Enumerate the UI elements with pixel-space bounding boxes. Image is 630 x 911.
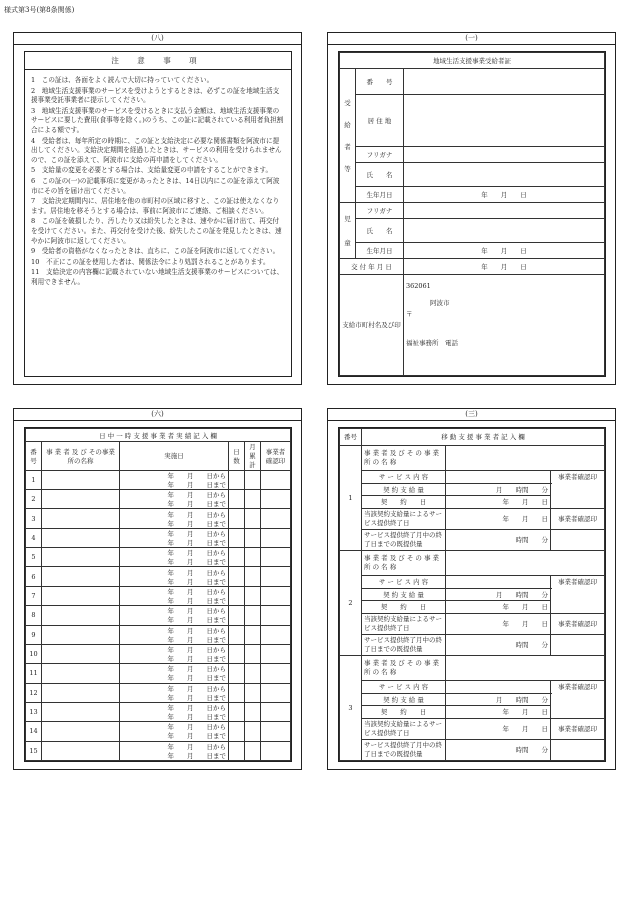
amount-field[interactable]: 月 時間 分: [446, 588, 551, 601]
daytime-support-panel: [13, 408, 302, 770]
days-cell[interactable]: [229, 702, 245, 721]
table-row: [340, 529, 605, 550]
confirm-cell[interactable]: [551, 634, 605, 655]
table-row: [340, 739, 605, 760]
period-from[interactable]: 年 月 日から: [120, 664, 229, 674]
period-to[interactable]: 年 月 日まで: [120, 693, 229, 703]
child-name-label: 氏 名: [356, 219, 404, 243]
period-from[interactable]: 年 月 日から: [120, 625, 229, 635]
cumulative-cell[interactable]: [245, 567, 261, 586]
certificate-title: 地域生活支援事業受給者証: [340, 53, 605, 69]
cumulative-cell[interactable]: [245, 606, 261, 625]
table-row: [26, 741, 291, 751]
child-dob-field[interactable]: 年 月 日: [404, 243, 605, 259]
period-from[interactable]: 年 月 日から: [120, 490, 229, 500]
table-row: [26, 722, 291, 732]
provider-cell[interactable]: [42, 644, 120, 663]
row-number: 4: [26, 528, 42, 547]
provider-cell[interactable]: [42, 683, 120, 702]
number-label: 番 号: [356, 69, 404, 95]
confirm-cell[interactable]: [261, 567, 291, 586]
confirm-label: 事業者確認印: [551, 718, 605, 739]
panel-label: (一): [328, 33, 615, 45]
provider-cell[interactable]: [42, 548, 120, 567]
confirm-cell[interactable]: [551, 529, 605, 550]
amount-field[interactable]: 月 時間 分: [446, 483, 551, 496]
days-cell[interactable]: [229, 741, 245, 760]
provider-cell[interactable]: [42, 702, 120, 721]
table-row: [26, 567, 291, 577]
table-row: [26, 664, 291, 674]
table-row: [340, 508, 605, 529]
confirm-cell[interactable]: [261, 702, 291, 721]
days-cell[interactable]: [229, 586, 245, 605]
confirm-label: 事業者確認印: [551, 680, 605, 718]
table-row: [26, 490, 291, 500]
period-from[interactable]: 年 月 日から: [120, 702, 229, 712]
days-cell[interactable]: [229, 722, 245, 741]
amount-label: 契 約 支 給 量: [362, 693, 446, 706]
group-number: 2: [340, 550, 362, 655]
row-number: 9: [26, 625, 42, 644]
used-amount-label: サービス提供終了月中の終了日までの既提供量: [362, 739, 446, 760]
period-to[interactable]: 年 月 日まで: [120, 635, 229, 645]
row-number: 3: [26, 509, 42, 528]
row-number: 7: [26, 586, 42, 605]
mobility-support-box: [338, 427, 606, 762]
amount-label: 契 約 支 給 量: [362, 483, 446, 496]
table-row: [340, 634, 605, 655]
table-row: [340, 655, 605, 680]
table-row: [340, 680, 605, 693]
dob-field[interactable]: 年 月 日: [404, 187, 605, 203]
period-from[interactable]: 年 月 日から: [120, 741, 229, 751]
provider-header: 事 業 者 及 び その事業所の名称: [42, 442, 120, 471]
days-cell[interactable]: [229, 683, 245, 702]
name-label: 氏 名: [356, 163, 404, 187]
row-number: 6: [26, 567, 42, 586]
used-amount-label: サービス提供終了月中の終了日までの既提供量: [362, 634, 446, 655]
period-from[interactable]: 年 月 日から: [120, 683, 229, 693]
table-row: [26, 625, 291, 635]
provider-cell[interactable]: [42, 722, 120, 741]
period-to[interactable]: 年 月 日まで: [120, 519, 229, 529]
daytime-title: 日 中 一 時 支 援 事 業 者 実 績 記 入 欄: [26, 429, 291, 442]
confirm-cell[interactable]: [261, 741, 291, 760]
period-from[interactable]: 年 月 日から: [120, 548, 229, 558]
notice-item: 1 この証は、各面をよく読んで大切に持っていてください。: [31, 76, 214, 84]
provider-field[interactable]: [446, 550, 605, 575]
mobility-support-panel: [327, 408, 616, 770]
confirm-label: 事業者確認印: [551, 575, 605, 613]
notice-item: 6 この証の(一)の記載事項に変更があったときは、14日以内にこの証を添えて阿波市にその旨を届け出てください。: [31, 176, 280, 195]
period-from[interactable]: 年 月 日から: [120, 528, 229, 538]
period-to[interactable]: 年 月 日まで: [120, 538, 229, 548]
service-field[interactable]: [446, 471, 551, 484]
panel-label: (六): [14, 409, 301, 421]
confirm-cell[interactable]: [261, 548, 291, 567]
days-header: 日数: [229, 442, 245, 471]
confirm-cell[interactable]: [261, 606, 291, 625]
period-to[interactable]: 年 月 日まで: [120, 596, 229, 606]
provider-cell[interactable]: [42, 567, 120, 586]
period-to[interactable]: 年 月 日まで: [120, 654, 229, 664]
cumulative-cell[interactable]: [245, 702, 261, 721]
provider-field[interactable]: [446, 445, 605, 470]
confirm-header: 事業者確認印: [261, 442, 291, 471]
period-from[interactable]: 年 月 日から: [120, 586, 229, 596]
contract-date-label: 契 約 日: [362, 496, 446, 509]
notice-item: 9 受給者の資格がなくなったときは、直ちに、この証を阿波市に返してください。: [31, 247, 280, 256]
issue-date-label: 交 付 年 月 日: [340, 259, 404, 275]
end-date-field[interactable]: 年 月 日: [446, 508, 551, 529]
cumulative-cell[interactable]: [245, 586, 261, 605]
confirm-cell[interactable]: [261, 528, 291, 547]
cumulative-header: 月累計: [245, 442, 261, 471]
notice-box: [24, 51, 292, 377]
row-number: 11: [26, 664, 42, 683]
provider-cell[interactable]: [42, 470, 120, 489]
confirm-cell[interactable]: [261, 490, 291, 509]
certificate-panel: [327, 32, 616, 385]
issue-date-field[interactable]: 年 月 日: [404, 259, 605, 275]
provider-cell[interactable]: [42, 664, 120, 683]
table-row: [26, 586, 291, 596]
notice-list: [25, 70, 291, 287]
days-cell[interactable]: [229, 606, 245, 625]
amount-label: 契 約 支 給 量: [362, 588, 446, 601]
used-amount-field[interactable]: 時間 分: [446, 529, 551, 550]
period-to[interactable]: 年 月 日まで: [120, 731, 229, 741]
row-number: 13: [26, 702, 42, 721]
cumulative-cell[interactable]: [245, 683, 261, 702]
table-row: [26, 548, 291, 558]
days-cell[interactable]: [229, 664, 245, 683]
cumulative-cell[interactable]: [245, 470, 261, 489]
group-number: 1: [340, 445, 362, 550]
dob-label: 生年月日: [356, 187, 404, 203]
furigana-field[interactable]: [404, 147, 605, 163]
amount-field[interactable]: 月 時間 分: [446, 693, 551, 706]
confirm-label: 事業者確認印: [551, 613, 605, 634]
contract-date-field[interactable]: 年 月 日: [446, 496, 551, 509]
mobility-title: 移 動 支 援 事 業 者 記 入 欄: [362, 429, 605, 446]
end-date-field[interactable]: 年 月 日: [446, 613, 551, 634]
service-label: サ ー ビ ス 内 容: [362, 471, 446, 484]
provider-cell[interactable]: [42, 606, 120, 625]
cumulative-cell[interactable]: [245, 509, 261, 528]
cumulative-cell[interactable]: [245, 741, 261, 760]
cumulative-cell[interactable]: [245, 722, 261, 741]
confirm-label: 事業者確認印: [551, 508, 605, 529]
furigana-label: フリガナ: [356, 147, 404, 163]
service-field[interactable]: [446, 575, 551, 588]
days-cell[interactable]: [229, 644, 245, 663]
recipient-label: 受 給 者 等: [340, 69, 356, 203]
days-cell[interactable]: [229, 509, 245, 528]
child-dob-label: 生年月日: [356, 243, 404, 259]
used-amount-field[interactable]: 時間 分: [446, 634, 551, 655]
notice-item: 10 不正にこの証を使用した者は、関係法令により処罰されることがあります。: [31, 257, 270, 266]
days-cell[interactable]: [229, 567, 245, 586]
table-row: [340, 718, 605, 739]
service-field[interactable]: [446, 680, 551, 693]
provider-field[interactable]: [446, 655, 605, 680]
no-header: 番号: [340, 429, 362, 446]
notice-item: 5 支給量の変更を必要とする場合は、支給量変更の申請をすることができます。: [31, 166, 273, 175]
panel-label: (八): [14, 33, 301, 45]
confirm-cell[interactable]: [261, 586, 291, 605]
days-cell[interactable]: [229, 470, 245, 489]
no-header: 番号: [26, 442, 42, 471]
panel-label: (三): [328, 409, 615, 421]
row-number: 15: [26, 741, 42, 760]
notice-item: 8 この証を破損したり、汚したり又は紛失したときは、速やかに届け出て、再交付を受けてください。また、再交付を受けた後、紛失したこの証を発見したときは、速やかに阿波市に返してください。: [31, 217, 282, 245]
cumulative-cell[interactable]: [245, 548, 261, 567]
table-row: [340, 575, 605, 588]
end-date-label: 当該契約支給量によるサービス提供終了日: [362, 508, 446, 529]
period-to[interactable]: 年 月 日まで: [120, 577, 229, 587]
municipality-label: 支給市町村名及び印: [340, 275, 404, 376]
child-label: 児 童: [340, 203, 356, 259]
notice-item: 2 地域生活支援事業のサービスを受けようとするときは、必ずこの証を地域生活支援事業受託事業者に提示してください。: [31, 86, 280, 105]
confirm-cell[interactable]: [261, 683, 291, 702]
confirm-cell[interactable]: [261, 470, 291, 489]
service-label: サ ー ビ ス 内 容: [362, 575, 446, 588]
period-from[interactable]: 年 月 日から: [120, 509, 229, 519]
table-row: [26, 470, 291, 480]
used-amount-label: サービス提供終了月中の終了日までの既提供量: [362, 529, 446, 550]
cumulative-cell[interactable]: [245, 528, 261, 547]
child-furigana-label: フリガナ: [356, 203, 404, 219]
provider-cell[interactable]: [42, 741, 120, 760]
notice-panel: [13, 32, 302, 385]
table-row: [26, 683, 291, 693]
row-number: 14: [26, 722, 42, 741]
cumulative-cell[interactable]: [245, 664, 261, 683]
period-from[interactable]: 年 月 日から: [120, 644, 229, 654]
confirm-cell[interactable]: [261, 644, 291, 663]
period-from[interactable]: 年 月 日から: [120, 470, 229, 480]
period-to[interactable]: 年 月 日まで: [120, 751, 229, 761]
row-number: 10: [26, 644, 42, 663]
notice-item: 4 受給者は、毎年所定の時期に、この証と支給決定に必要な関係書類を阿波市に提出してください。支給決定期間を経過したときは、サービスの利用を受けられませんので、この証を添えて、阿波市に支給の再申請をしてください。: [31, 136, 282, 164]
confirm-cell[interactable]: [261, 664, 291, 683]
table-row: [26, 528, 291, 538]
row-number: 12: [26, 683, 42, 702]
confirm-cell[interactable]: [261, 722, 291, 741]
certificate-box: [338, 51, 606, 377]
address-label: 居 住 地: [356, 95, 404, 147]
end-date-label: 当該契約支給量によるサービス提供終了日: [362, 718, 446, 739]
child-furigana-field[interactable]: [404, 203, 605, 219]
notice-title: 注 意 事 項: [25, 52, 291, 70]
confirm-cell[interactable]: [261, 625, 291, 644]
period-from[interactable]: 年 月 日から: [120, 722, 229, 732]
table-row: [340, 550, 605, 575]
contract-date-label: 契 約 日: [362, 706, 446, 719]
contract-date-field[interactable]: 年 月 日: [446, 601, 551, 614]
provider-cell[interactable]: [42, 528, 120, 547]
cumulative-cell[interactable]: [245, 644, 261, 663]
group-number: 3: [340, 655, 362, 760]
days-cell[interactable]: [229, 548, 245, 567]
confirm-cell[interactable]: [261, 509, 291, 528]
end-date-field[interactable]: 年 月 日: [446, 718, 551, 739]
table-row: [340, 445, 605, 470]
period-from[interactable]: 年 月 日から: [120, 606, 229, 616]
provider-label: 事 業 者 及 び そ の 事 業 所 の 名 称: [362, 445, 446, 470]
notice-item: 11 支給決定の内容欄に記載されていない地域生活支援事業のサービスについては、利用できません。: [31, 268, 284, 286]
contract-date-label: 契 約 日: [362, 601, 446, 614]
table-row: [26, 509, 291, 519]
period-to[interactable]: 年 月 日まで: [120, 615, 229, 625]
table-row: [340, 613, 605, 634]
days-cell[interactable]: [229, 528, 245, 547]
provider-cell[interactable]: [42, 586, 120, 605]
cumulative-cell[interactable]: [245, 625, 261, 644]
period-to[interactable]: 年 月 日まで: [120, 712, 229, 722]
table-row: [26, 644, 291, 654]
days-cell[interactable]: [229, 625, 245, 644]
period-to[interactable]: 年 月 日まで: [120, 673, 229, 683]
child-name-field[interactable]: [404, 219, 605, 243]
cumulative-cell[interactable]: [245, 490, 261, 509]
name-field[interactable]: [404, 163, 605, 187]
notice-item: 7 支給決定期間内に、居住地を他の市町村の区域に移すと、この証は使えなくなります。居住地を移そうとする場合は、事前に阿波市にご連絡、ご相談ください。: [31, 197, 280, 215]
provider-cell[interactable]: [42, 490, 120, 509]
form-number: 様式第3号(第8条関係): [4, 6, 75, 14]
provider-cell[interactable]: [42, 509, 120, 528]
service-label: サ ー ビ ス 内 容: [362, 680, 446, 693]
confirm-label: 事業者確認印: [551, 471, 605, 509]
row-number: 1: [26, 470, 42, 489]
provider-label: 事 業 者 及 び そ の 事 業 所 の 名 称: [362, 550, 446, 575]
contract-date-field[interactable]: 年 月 日: [446, 706, 551, 719]
provider-label: 事 業 者 及 び そ の 事 業 所 の 名 称: [362, 655, 446, 680]
row-number: 5: [26, 548, 42, 567]
confirm-cell[interactable]: [551, 739, 605, 760]
period-to[interactable]: 年 月 日まで: [120, 480, 229, 490]
table-row: [340, 471, 605, 484]
address-field[interactable]: [404, 95, 605, 147]
table-row: [26, 702, 291, 712]
provider-cell[interactable]: [42, 625, 120, 644]
daytime-support-box: [24, 427, 292, 762]
municipality-field: 362061 阿波市 〒 福祉事務所 電話: [404, 275, 605, 376]
period-from[interactable]: 年 月 日から: [120, 567, 229, 577]
table-row: [26, 606, 291, 616]
days-cell[interactable]: [229, 490, 245, 509]
row-number: 2: [26, 490, 42, 509]
row-number: 8: [26, 606, 42, 625]
number-field[interactable]: [404, 69, 605, 95]
used-amount-field[interactable]: 時間 分: [446, 739, 551, 760]
period-header: 実施日: [120, 442, 229, 471]
end-date-label: 当該契約支給量によるサービス提供終了日: [362, 613, 446, 634]
period-to[interactable]: 年 月 日まで: [120, 499, 229, 509]
notice-item: 3 地域生活支援事業のサービスを受けるときに支払う金額は、地域生活支援事業のサービスに要した費用(食事等を除く。)のうち、この証に記載されている利用者負担割合による額です。: [31, 106, 284, 134]
period-to[interactable]: 年 月 日まで: [120, 557, 229, 567]
